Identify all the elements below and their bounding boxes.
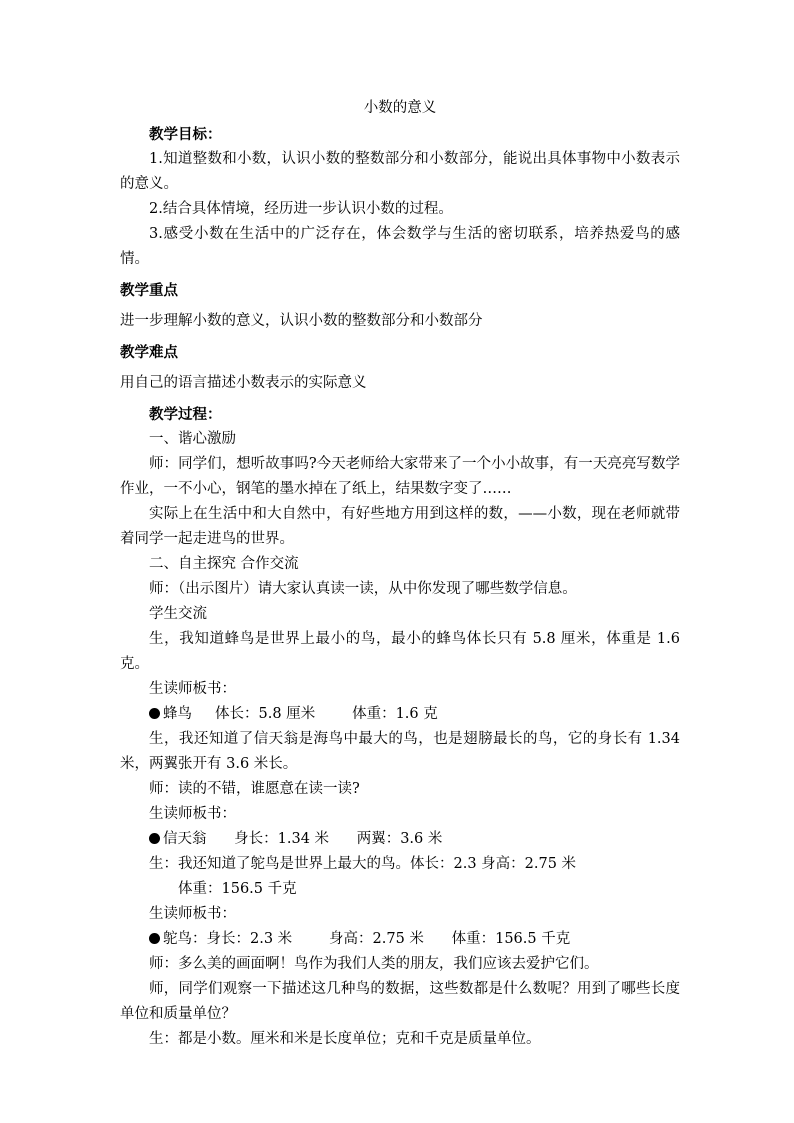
key-points-text: 进一步理解小数的意义，认识小数的整数部分和小数部分 [120, 313, 483, 329]
section-1-title: 一、谐心激励 [149, 431, 236, 447]
objective-item-2: 2.结合具体情境，经历进一步认识小数的过程。 [149, 201, 453, 217]
board-bullet-hummingbird: 蜂鸟 体长：5.8 厘米 体重：1.6 克 [120, 702, 680, 727]
board-label-2: 生读师板书： [149, 806, 236, 822]
bullet-dot-icon [149, 833, 160, 844]
teacher-line-6: 师：多么美的画面啊！鸟作为我们人类的朋友，我们应该去爱护它们。 [149, 956, 599, 972]
student-line-4: 生：都是小数。厘米和米是长度单位；克和千克是质量单位。 [149, 1031, 541, 1047]
student-line-3-weight: 体重：156.5 千克 [178, 881, 297, 897]
document-page [120, 96, 680, 1052]
section-2-title: 二、自主探究 合作交流 [149, 556, 299, 572]
bullet-dot-icon [149, 933, 160, 944]
bullet-dot-icon [149, 708, 160, 719]
teacher-line-4: 学生交流 [149, 606, 207, 622]
board-bullet-albatross: 信天翁 身长：1.34 米 两翼：3.6 米 [120, 827, 680, 852]
board-label-3: 生读师板书： [149, 906, 236, 922]
objective-item-3: 3.感受小数在生活中的广泛存在，体会数学与生活的密切联系，培养热爱鸟的感情。 [120, 226, 680, 267]
board-bullet-ostrich: 鸵鸟：身长：2.3 米 身高：2.75 米 体重：156.5 千克 [120, 927, 680, 952]
student-line-2: 生，我还知道了信天翁是海鸟中最大的鸟，也是翅膀最长的鸟，它的身长有 1.34 米，两翼张开有 3.6 米长。 [120, 731, 680, 772]
teacher-line-3: 师：（出示图片）请大家认真读一读，从中你发现了哪些数学信息。 [149, 581, 577, 597]
objective-item-1: 1.知道整数和小数，认识小数的整数部分和小数部分，能说出具体事物中小数表示的意义。 [120, 151, 680, 192]
key-points-heading: 教学重点 [120, 282, 178, 299]
student-line-1: 生，我知道蜂鸟是世界上最小的鸟，最小的蜂鸟体长只有 5.8 厘米，体重是 1.6 克。 [120, 631, 680, 672]
teacher-line-2: 实际上在生活中和大自然中，有好些地方用到这样的数，——小数，现在老师就带着同学一起走进鸟的世界。 [120, 506, 680, 547]
difficulties-heading: 教学难点 [120, 344, 178, 361]
teacher-line-5: 师：读的不错，谁愿意在读一读? [149, 781, 360, 797]
page-title: 小数的意义 [363, 100, 437, 116]
objectives-heading: 教学目标： [149, 126, 222, 143]
teacher-line-1: 师：同学们，想听故事吗?今天老师给大家带来了一个小小故事，有一天亮亮写数学作业，一不小心，钢笔的墨水掉在了纸上，结果数字变了…… [120, 456, 680, 497]
student-line-3: 生：我还知道了鸵鸟是世界上最大的鸟。体长：2.3 身高：2.75 米 [149, 856, 577, 872]
process-heading: 教学过程： [149, 406, 222, 423]
teacher-line-7: 师，同学们观察一下描述这几种鸟的数据，这些数都是什么数呢？用到了哪些长度单位和质量单位？ [120, 981, 680, 1022]
difficulties-text: 用自己的语言描述小数表示的实际意义 [120, 375, 367, 391]
board-label-1: 生读师板书： [149, 681, 236, 697]
